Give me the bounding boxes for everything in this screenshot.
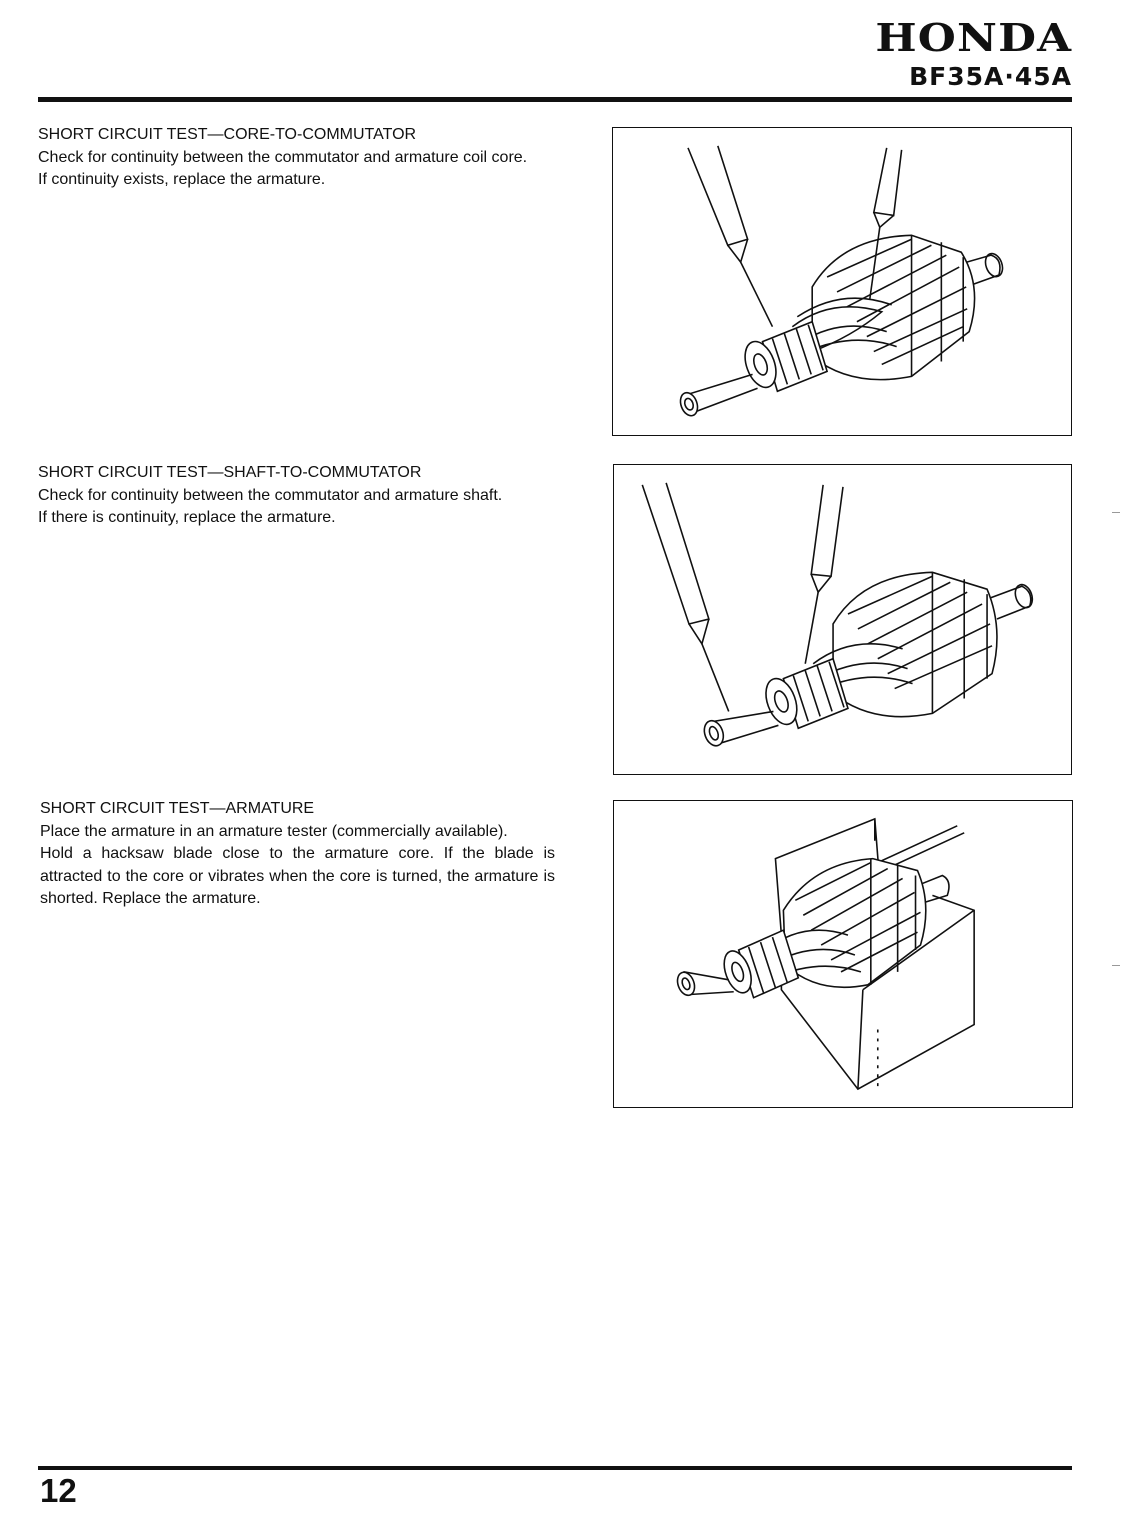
section-text: If there is continuity, replace the armature. (38, 509, 336, 526)
page-number: 12 (40, 1472, 77, 1509)
brand-logo: HONDA (875, 15, 1072, 60)
footer-rule (38, 1466, 1072, 1470)
section-heading: SHORT CIRCUIT TEST—ARMATURE (40, 800, 315, 817)
figure-core-to-commutator (612, 127, 1072, 436)
figure-armature-tester (613, 800, 1073, 1108)
section-text: Check for continuity between the commutator and armature shaft. (38, 486, 503, 504)
section-text: If continuity exists, replace the armature. (38, 171, 326, 188)
section-armature (40, 798, 555, 911)
margin-mark (1112, 512, 1120, 513)
section-shaft-to-commutator (38, 462, 558, 530)
section-heading: SHORT CIRCUIT TEST—CORE-TO-COMMUTATOR (38, 126, 417, 143)
section-heading: SHORT CIRCUIT TEST—SHAFT-TO-COMMUTATOR (38, 464, 422, 481)
section-text: Hold a hacksaw blade close to the armature core. If the blade is attracted to the core or vibrates when the core is turned, the armature is shorted. Replace the armature. (40, 845, 555, 907)
section-core-to-commutator (38, 124, 558, 192)
header-brand (875, 15, 1072, 92)
armature-tester-illustration (614, 801, 1072, 1107)
armature-shaft-test-illustration (614, 465, 1071, 774)
figure-shaft-to-commutator (613, 464, 1072, 775)
margin-mark (1112, 965, 1120, 966)
header-rule (38, 97, 1072, 102)
section-text: Place the armature in an armature tester (commercially available). (40, 822, 508, 840)
section-text: Check for continuity between the commutator and armature coil core. (38, 148, 528, 166)
armature-core-test-illustration (613, 128, 1071, 435)
model-label: BF35A·45A (909, 62, 1072, 91)
